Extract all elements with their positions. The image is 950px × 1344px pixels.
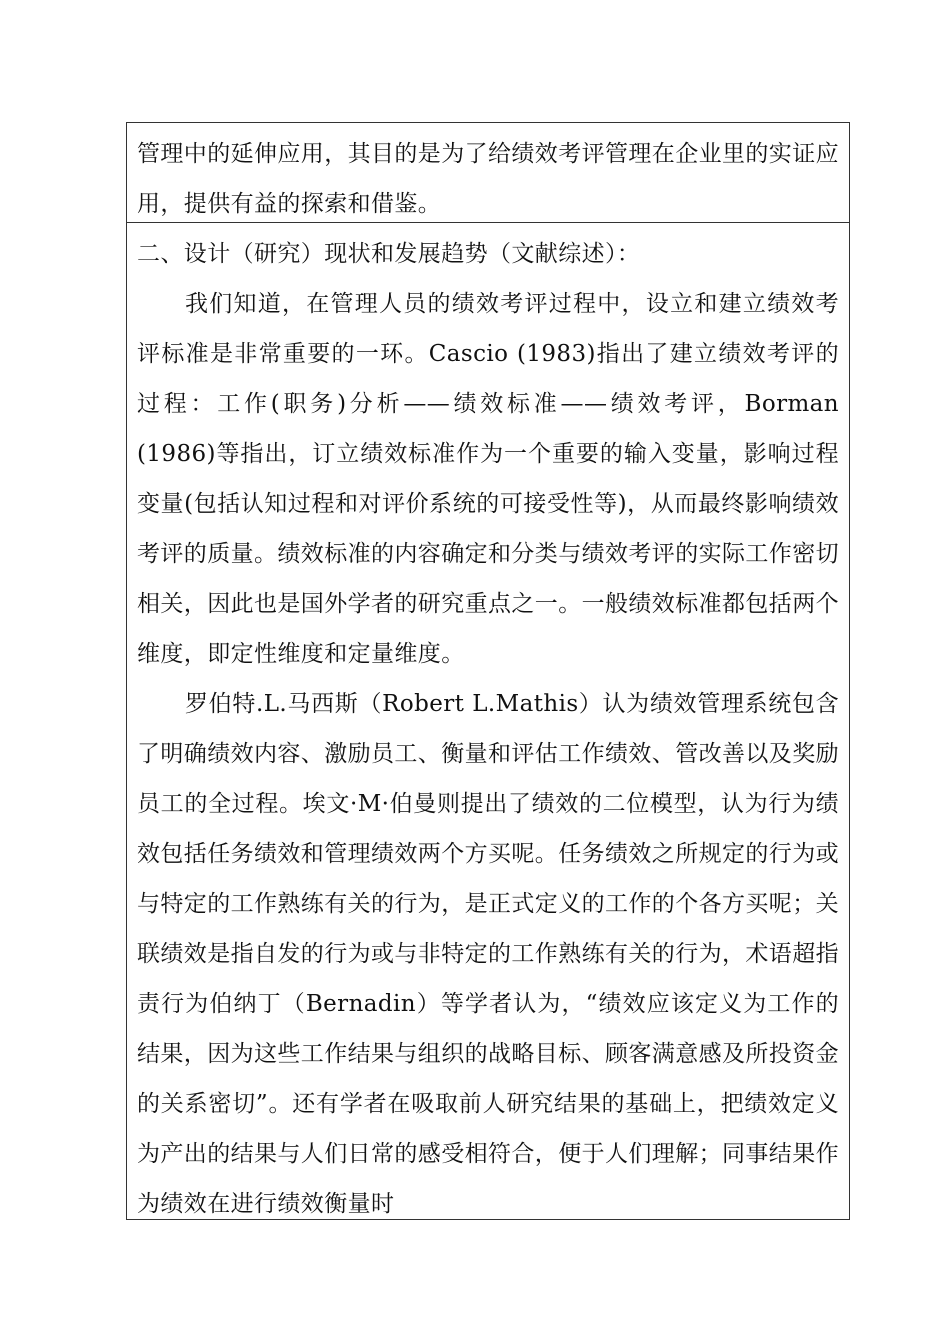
table-cell-intro [127,123,849,222]
body-paragraph-1: 我们知道，在管理人员的绩效考评过程中，设立和建立绩效考评标准是非常重要的一环。Cascio (1983)指出了建立绩效考评的过程：工作(职务)分析——绩效标准——绩效考评，Borman (1986)等指出，订立绩效标准作为一个重要的输入变量，影响过程变量(包括认知过程和对评价系统的可接受性等)，从而最终影响绩效考评的质量。绩效标准的内容确定和分类与绩效考评的实际工作密切相关，因此也是国外学者的研究重点之一。一般绩效标准都包括两个维度，即定性维度和定量维度。 [137,291,839,667]
document-table [126,122,850,1220]
body-paragraph-2: 罗伯特.L.马西斯（Robert L.Mathis）认为绩效管理系统包含了明确绩效内容、激励员工、衡量和评估工作绩效、管改善以及奖励员工的全过程。埃文·M·伯曼则提出了绩效的二位模型，认为行为绩效包括任务绩效和管理绩效两个方买呢。任务绩效之所规定的行为或与特定的工作熟练有关的行为，是正式定义的工作的个各方买呢；关联绩效是指自发的行为或与非特定的工作熟练有关的行为，术语超指责行为伯纳丁（Bernadin）等学者认为，“绩效应该定义为工作的结果，因为这些工作结果与组织的战略目标、顾客满意感及所投资金的关系密切”。还有学者在吸取前人研究结果的基础上，把绩效定义为产出的结果与人们日常的感受相符合，便于人们理解；同事结果作为绩效在进行绩效衡量时 [137,691,839,1217]
table-cell-literature-review [127,222,849,1219]
intro-paragraph: 管理中的延伸应用，其目的是为了给绩效考评管理在企业里的实证应用，提供有益的探索和借鉴。 [137,141,839,217]
section-heading: 二、设计（研究）现状和发展趋势（文献综述）： [137,241,641,267]
